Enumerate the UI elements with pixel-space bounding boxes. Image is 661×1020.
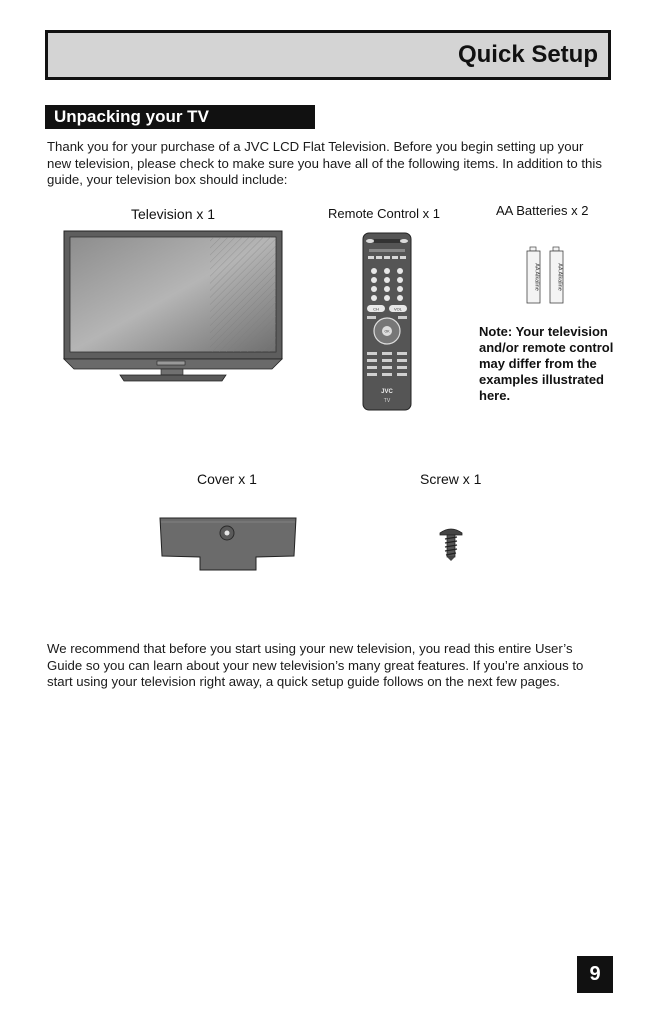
battery-1-label: AA Alkaline [533, 263, 540, 291]
intro-paragraph: Thank you for your purchase of a JVC LCD Flat Television. Before you begin setting up your new television, please check to make sure you have all of the following items. In addition to this guide, your television box should include: [47, 139, 602, 187]
page-number: 9 [577, 956, 613, 993]
cover-caption: Cover x 1 [197, 471, 257, 487]
cover-illustration [158, 516, 298, 574]
outro-paragraph: We recommend that before you start using your new television, you read this entire User’s Guide so you can learn about your new television’s many great features. If you’re anxious to start using your television right away, a quick setup guide follows on the next few pages. [47, 641, 584, 689]
header-box [45, 30, 611, 80]
remote-ch-label: CH [373, 306, 379, 312]
remote-device-label: TV [383, 398, 391, 404]
remote-ok-label: OK [384, 329, 390, 334]
section-heading-bar [45, 105, 315, 129]
note-text: Note: Your television and/or remote control may differ from the examples illustrated here. [479, 324, 614, 403]
battery-2-label: AA Alkaline [556, 263, 563, 291]
remote-control-illustration [362, 232, 412, 412]
screw-caption: Screw x 1 [420, 471, 482, 487]
remote-vol-label: VOL [393, 306, 403, 312]
television-illustration [60, 228, 285, 388]
page-title: Quick Setup [457, 41, 598, 68]
batteries-caption: AA Batteries x 2 [496, 203, 589, 218]
screw-illustration [438, 526, 464, 562]
section-title: Unpacking your TV [54, 107, 209, 126]
remote-caption: Remote Control x 1 [328, 206, 440, 221]
television-caption: Television x 1 [131, 206, 216, 222]
remote-brand-label: JVC [381, 389, 393, 395]
batteries-illustration [526, 247, 566, 305]
